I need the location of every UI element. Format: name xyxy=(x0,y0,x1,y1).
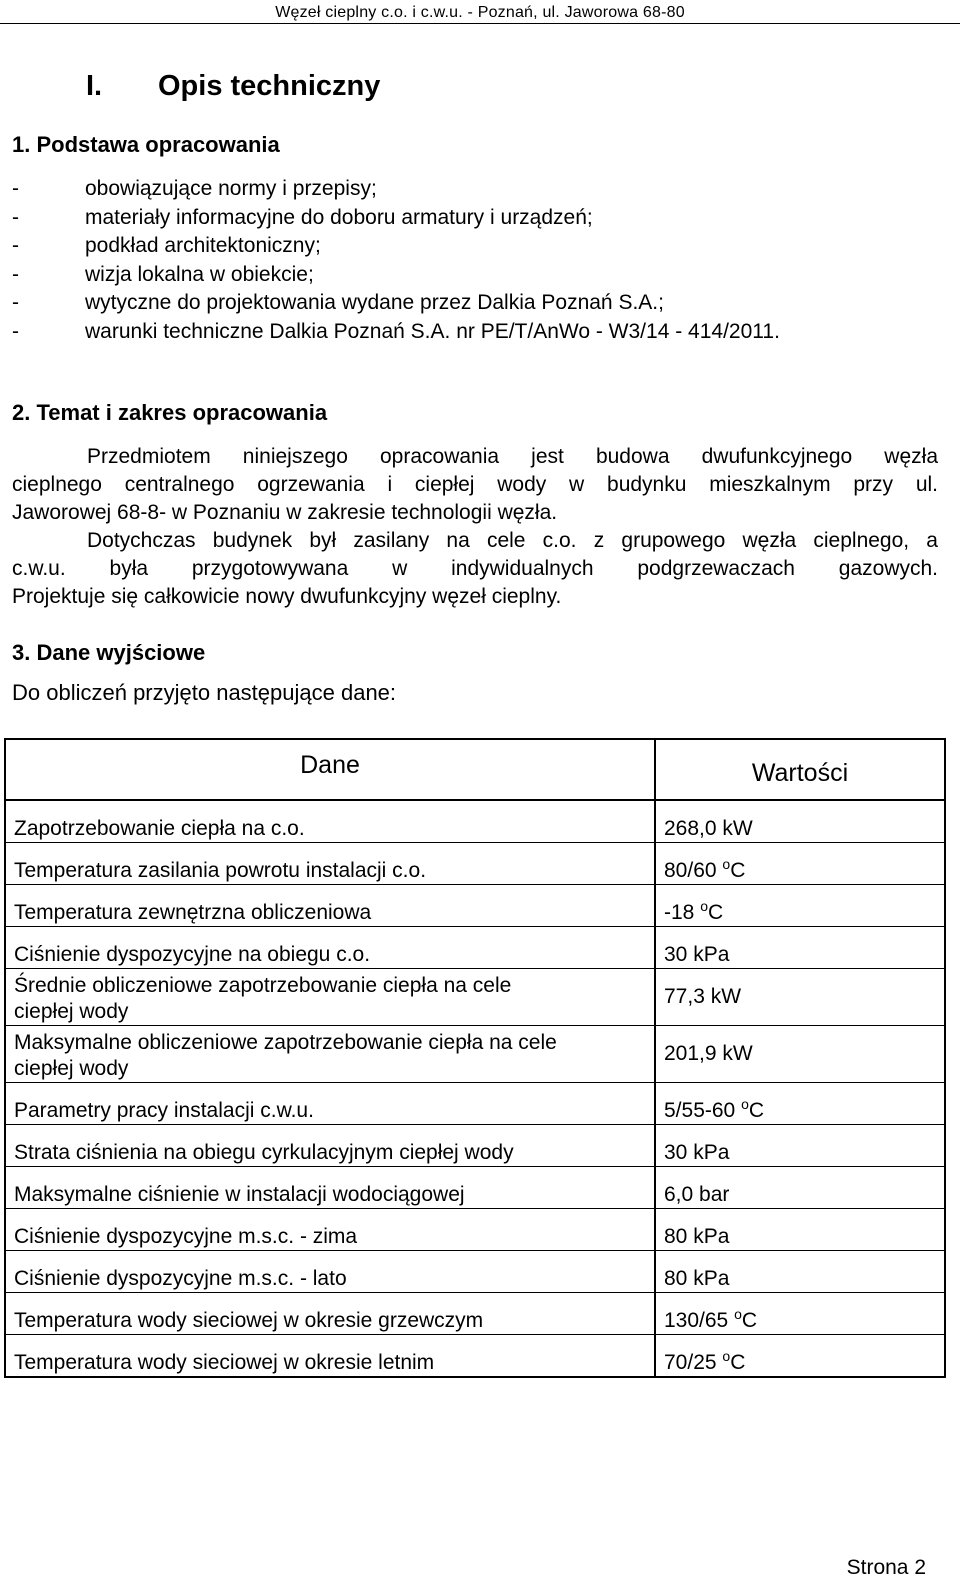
table-row xyxy=(5,969,945,1026)
row-label: Ciśnienie dyspozycyjne m.s.c. - zima xyxy=(5,1209,655,1251)
row-label: Temperatura zasilania powrotu instalacji c.o. xyxy=(5,843,655,885)
row-value: 30 kPa xyxy=(655,1125,945,1167)
row-label: Temperatura zewnętrzna obliczeniowa xyxy=(5,885,655,927)
list-item: - wizja lokalna w obiekcie; xyxy=(12,262,314,286)
list-item: - podkład architektoniczny; xyxy=(12,234,321,257)
row-label: Maksymalne ciśnienie w instalacji wodociągowej xyxy=(5,1167,655,1209)
table-header-dane: Dane xyxy=(5,739,655,800)
subsection-2-title: 2. Temat i zakres opracowania xyxy=(12,400,328,425)
table-row xyxy=(5,1209,945,1251)
table-row xyxy=(5,1251,945,1293)
row-label: Średnie obliczeniowe zapotrzebowanie ciepła na cele ciepłej wody xyxy=(5,969,655,1026)
row-label: Zapotrzebowanie ciepła na c.o. xyxy=(5,800,655,843)
table-intro: Do obliczeń przyjęto następujące dane: xyxy=(12,680,397,705)
paragraph-line: Dotychczas budynek był zasilany na cele c.o. z grupowego węzła cieplnego, a xyxy=(87,529,938,552)
section-heading xyxy=(86,70,380,103)
table-row xyxy=(5,1293,945,1335)
row-label: Parametry pracy instalacji c.w.u. xyxy=(5,1083,655,1125)
table-row xyxy=(5,927,945,969)
subsection-1-title: 1. Podstawa opracowania xyxy=(12,132,280,157)
row-value: 5/55-60 $^o$C xyxy=(655,1083,945,1125)
row-value: 80 kPa xyxy=(655,1251,945,1293)
section-title: Opis techniczny xyxy=(158,70,381,102)
paragraph-line: c.w.u. była przygotowywana w indywidualnych podgrzewaczach gazowych. xyxy=(12,557,938,580)
paragraph-line: Jaworowej 68-8- w Poznaniu w zakresie technologii węzła. xyxy=(12,501,558,524)
input-data-table xyxy=(4,738,946,1378)
row-value: 80 kPa xyxy=(655,1209,945,1251)
row-label: Ciśnienie dyspozycyjne m.s.c. - lato xyxy=(5,1251,655,1293)
paragraph-line: Przedmiotem niniejszego opracowania jest budowa dwufunkcyjnego węzła xyxy=(87,445,938,468)
row-value: 130/65 $^o$C xyxy=(655,1293,945,1335)
table-row xyxy=(5,1026,945,1083)
paragraph-line: cieplnego centralnego ogrzewania i ciepłej wody w budynku mieszkalnym przy ul. xyxy=(12,473,938,496)
header-rule xyxy=(0,23,960,24)
list-item: - wytyczne do projektowania wydane przez Dalkia Poznań S.A.; xyxy=(12,291,664,314)
table-header-wartosci: Wartości xyxy=(655,739,945,800)
row-label: Strata ciśnienia na obiegu cyrkulacyjnym ciepłej wody xyxy=(5,1125,655,1167)
row-value: -18 $^o$C xyxy=(655,885,945,927)
table-row xyxy=(5,1335,945,1378)
row-value: 77,3 kW xyxy=(655,969,945,1026)
table-row xyxy=(5,885,945,927)
row-label: Temperatura wody sieciowej w okresie grzewczym xyxy=(5,1293,655,1335)
page-number: Strona 2 xyxy=(846,1556,926,1579)
row-value: 70/25 $^o$C xyxy=(664,1348,746,1374)
basis-list xyxy=(12,175,780,346)
row-label: Ciśnienie dyspozycyjne na obiegu c.o. xyxy=(5,927,655,969)
row-value: 201,9 kW xyxy=(655,1026,945,1083)
row-label: Temperatura wody sieciowej w okresie letnim xyxy=(5,1335,655,1378)
row-label: Maksymalne obliczeniowe zapotrzebowanie ciepła na cele ciepłej wody xyxy=(5,1026,655,1083)
table-body xyxy=(5,800,945,1377)
table-row xyxy=(5,843,945,885)
paragraph-line: Projektuje się całkowicie nowy dwufunkcyjny węzeł cieplny. xyxy=(12,585,562,608)
row-value: 30 kPa xyxy=(655,927,945,969)
row-value: 80/60 $^o$C xyxy=(655,843,945,885)
table-row xyxy=(5,1167,945,1209)
list-item: - warunki techniczne Dalkia Poznań S.A. nr PE/T/AnWo - W3/14 - 414/2011. xyxy=(12,319,780,343)
row-value: 268,0 kW xyxy=(655,800,945,843)
row-value: 6,0 bar xyxy=(655,1167,945,1209)
list-item: - obowiązujące normy i przepisy; xyxy=(12,177,377,200)
list-item: - materiały informacyjne do doboru armatury i urządzeń; xyxy=(12,205,593,229)
table-row xyxy=(5,1083,945,1125)
scope-paragraph xyxy=(12,443,938,611)
table-row xyxy=(5,1125,945,1167)
running-header: Węzeł cieplny c.o. i c.w.u. - Poznań, ul. Jaworowa 68-80 xyxy=(275,4,685,21)
table-row xyxy=(5,800,945,843)
section-number: I. xyxy=(86,70,103,102)
subsection-3-title: 3. Dane wyjściowe xyxy=(12,640,206,665)
